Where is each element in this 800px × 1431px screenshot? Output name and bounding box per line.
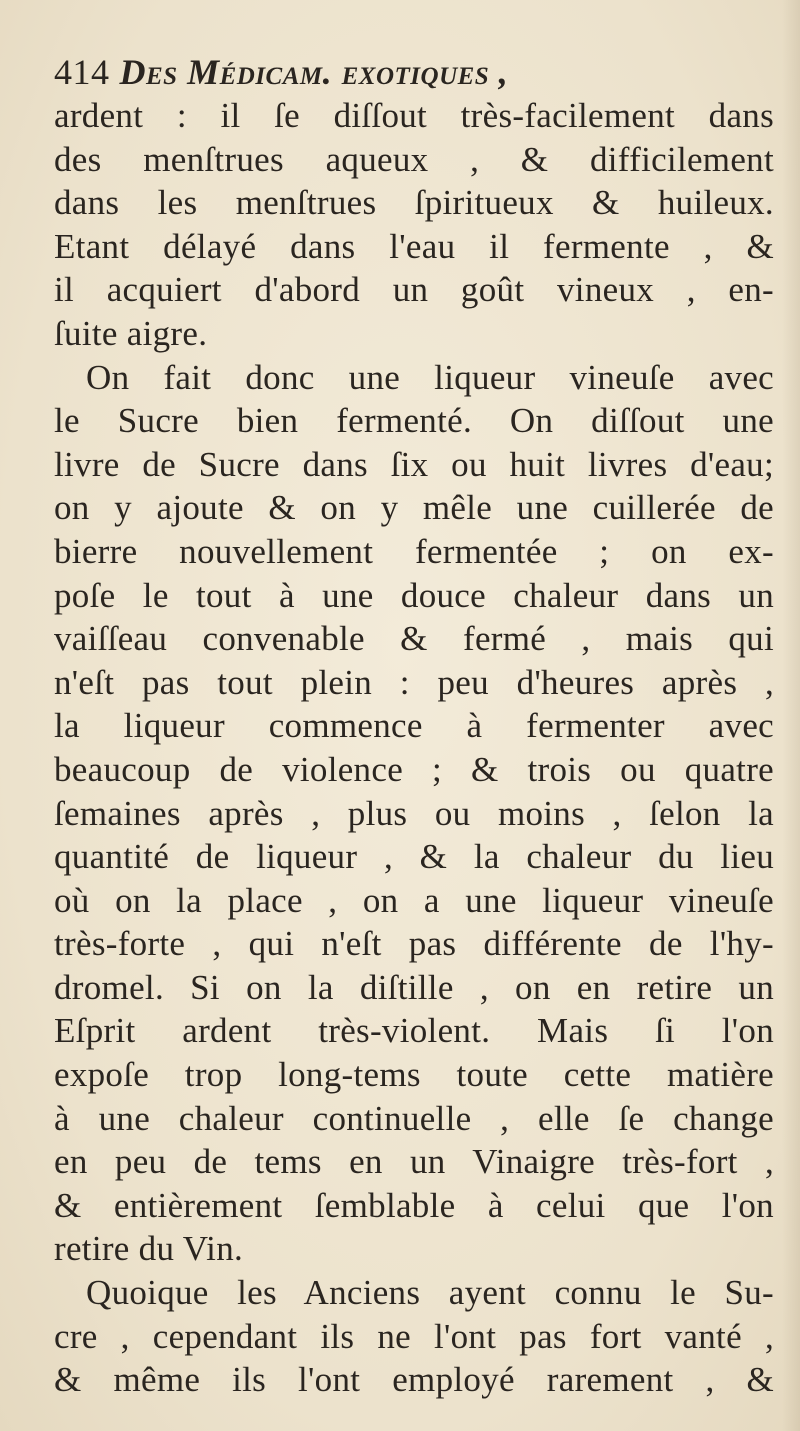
text-line: ſemaines après , plus ou moins , ſelon la [54,793,774,833]
text-line: ſuite aigre. [54,313,208,353]
running-head [54,50,774,94]
text-line: la liqueur commence à fermenter avec [54,706,774,746]
text-line: poſe le tout à une douce chaleur dans un [54,575,774,615]
text-line: n'eſt pas tout plein : peu d'heures après , [54,662,774,702]
text-line: le Sucre bien fermenté. On diſſout une [54,401,774,441]
text-line: dans les menſtrues ſpiritueux & huileux. [54,183,774,223]
text-line: Eſprit ardent très-violent. Mais ſi l'on [54,1011,774,1051]
text-line: livre de Sucre dans ſix ou huit livres d'eau; [54,444,774,484]
text-line: expoſe trop long-tems toute cette matière [54,1055,774,1095]
text-line: on y ajoute & on y mêle une cuillerée de [54,488,774,528]
text-line: dromel. Si on la diſtille , on en retire un [54,967,774,1007]
text-line: très-forte , qui n'eſt pas différente de l'hy- [54,924,774,964]
text-line: il acquiert d'abord un goût vineux , en- [54,270,774,310]
text-line: & même ils l'ont employé rarement , & [54,1360,774,1400]
text-line: retire du Vin. [54,1229,244,1269]
text-line: ardent : il ſe diſſout très-facilement dans [54,96,774,135]
text-line: beaucoup de violence ; & trois ou quatre [54,749,774,789]
text-line: en peu de tems en un Vinaigre très-fort , [54,1142,774,1182]
page-edge-shadow [782,0,800,1431]
text-line: où on la place , on a une liqueur vineuſe [54,880,774,920]
text-line: vaiſſeau convenable & fermé , mais qui [54,619,774,659]
text-line: des menſtrues aqueux , & difficilement [54,139,774,179]
text-line: On fait donc une liqueur vineuſe avec [86,357,774,397]
running-title: Des Médicam. exotiques , [119,52,509,92]
text-line: Etant délayé dans l'eau il fermente , & [54,226,774,266]
text-line: bierre nouvellement fermentée ; on ex- [54,531,774,571]
text-line: Quoique les Anciens ayent connu le Su- [86,1273,774,1313]
text-line: cre , cependant ils ne l'ont pas fort vanté , [54,1316,774,1356]
text-line: & entièrement ſemblable à celui que l'on [54,1185,774,1225]
page-number: 414 [54,52,110,92]
text-line: à une chaleur continuelle , elle ſe change [54,1098,774,1138]
body-text [54,94,774,1402]
text-line: quantité de liqueur , & la chaleur du lieu [54,837,774,877]
